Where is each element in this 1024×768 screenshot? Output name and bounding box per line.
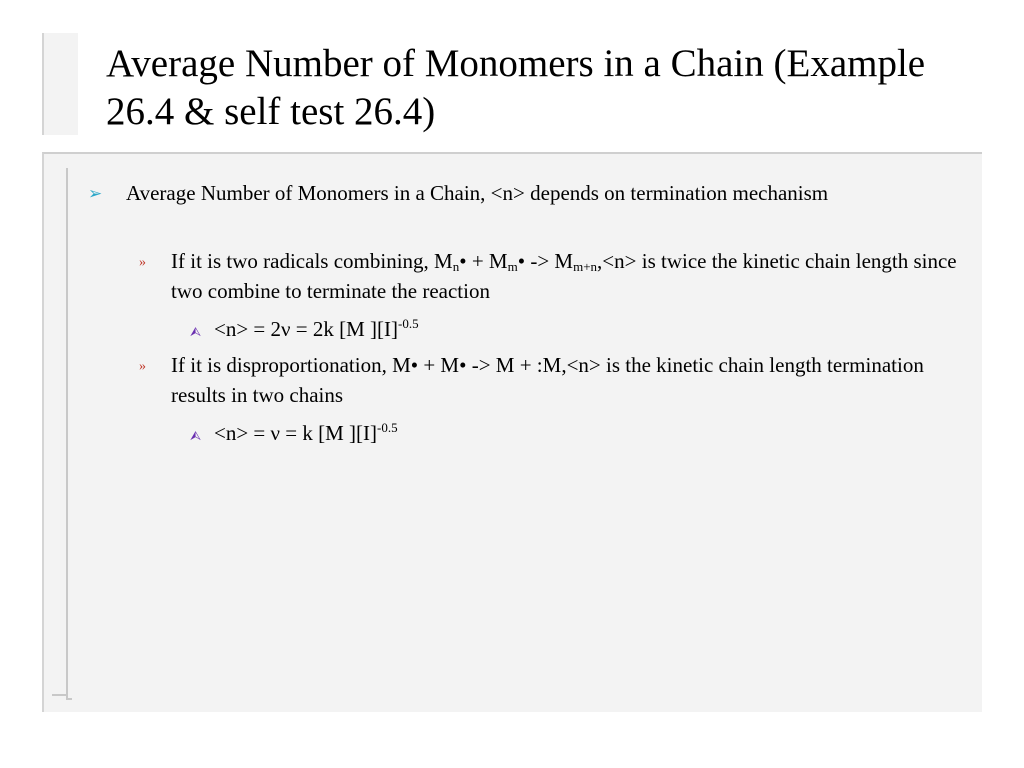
bullet-level1 (88, 178, 886, 208)
bullet-text-mid: • -> M (517, 249, 574, 273)
bullet-text: If it is disproportionation, M• + M• -> M + :M,<n> is the kinetic chain length termination results in two chains (171, 353, 924, 407)
superscript: -0.5 (377, 420, 398, 435)
bullet-level3 (190, 418, 914, 448)
bullet-level2 (139, 246, 961, 306)
bullet-text-mid: • + M (459, 249, 508, 273)
bullet-text-pre: If it is two radicals combining, M (171, 249, 453, 273)
formula-text: <n> = 2ν = 2k [M ][I] (214, 317, 399, 341)
title-accent-bar (42, 33, 78, 135)
panel-frame-line (66, 168, 72, 700)
subscript: n (452, 259, 460, 274)
caret-bullet-icon: ⮙ (190, 324, 202, 339)
bullet-level3 (190, 314, 914, 344)
chevron-bullet-icon: » (139, 255, 146, 270)
formula-text: <n> = ν = k [M ][I] (214, 421, 378, 445)
superscript: -0.5 (398, 316, 419, 331)
subscript: m+n (573, 259, 598, 274)
bullet-text: Average Number of Monomers in a Chain, <n> depends on termination mechanism (126, 181, 829, 205)
chevron-bullet-icon: » (139, 359, 146, 374)
bullet-text-post: ,<n> is twice the kinetic chain length since two combine to terminate the reaction (171, 249, 957, 303)
bullet-level2 (139, 350, 931, 410)
panel-frame-foot (52, 694, 68, 696)
slide-title: Average Number of Monomers in a Chain (Example 26.4 & self test 26.4) (106, 42, 926, 133)
arrow-bullet-icon: ➢ (88, 184, 103, 203)
caret-bullet-icon: ⮙ (190, 428, 202, 443)
subscript: m (507, 259, 518, 274)
